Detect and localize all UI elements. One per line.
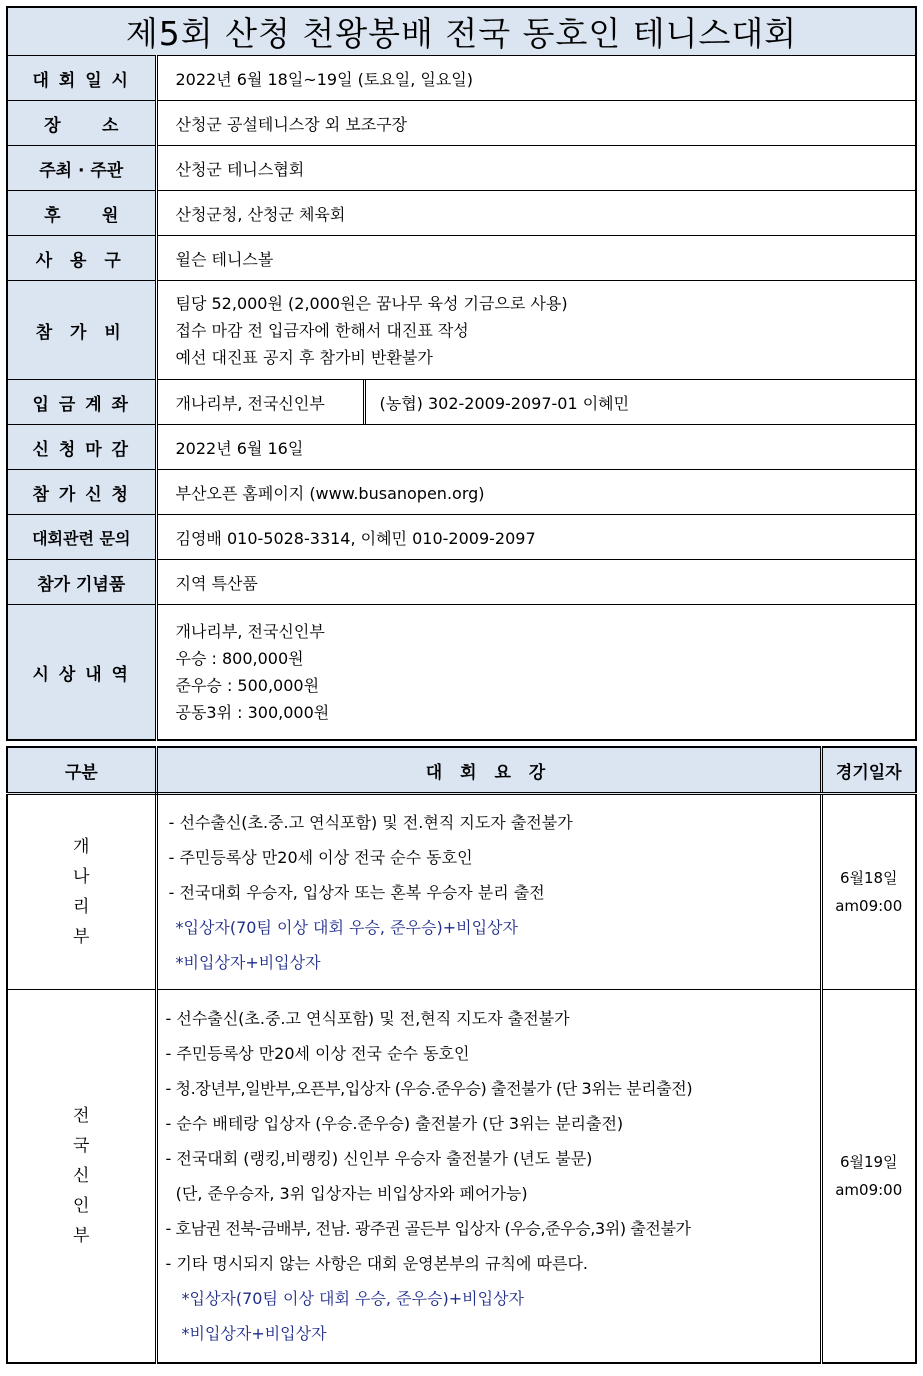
souvenir-value: 지역 특산품: [156, 560, 916, 605]
inquiry-label: 대회관련 문의: [7, 515, 156, 560]
info-row-host: [7, 146, 916, 191]
info-row-date: [7, 56, 916, 101]
schedule-gaenari: [821, 794, 916, 990]
outline-row-rookie: [7, 990, 916, 1364]
date-label: 대 회 일 시: [7, 56, 156, 101]
prize-line: 우승 : 800,000원: [175, 649, 304, 668]
host-label: 주최 · 주관: [7, 146, 156, 191]
rule-note: *입상자(70팀 이상 대회 우승, 준우승)+비입상자: [175, 917, 518, 937]
schedule-time: am09:00: [835, 1181, 903, 1199]
rule-item: - 선수출신(초.중.고 연식포함) 및 전,현직 지도자 출전불가: [165, 1009, 570, 1028]
date-value: 2022년 6월 18일~19일 (토요일, 일요일): [156, 56, 916, 101]
rules-rookie: [156, 990, 821, 1364]
tournament-info-table: [6, 6, 917, 741]
rule-item: - 기타 명시되지 않는 사항은 대회 운영본부의 규칙에 따른다.: [165, 1254, 588, 1273]
info-row-deadline: [7, 425, 916, 470]
prize-line: 개나리부, 전국신인부: [175, 622, 325, 641]
schedule-rookie: [821, 990, 916, 1364]
deadline-value: 2022년 6월 16일: [156, 425, 916, 470]
inquiry-value: 김영배 010-5028-3314, 이혜민 010-2009-2097: [156, 515, 916, 560]
info-row-inquiry: [7, 515, 916, 560]
category-gaenari: 개 나 리 부: [7, 794, 156, 990]
venue-value: 산청군 공설테니스장 외 보조구장: [156, 101, 916, 146]
fee-line: 예선 대진표 공지 후 참가비 반환불가: [175, 347, 433, 367]
apply-label: 참 가 신 청: [7, 470, 156, 515]
souvenir-label: 참가 기념품: [7, 560, 156, 605]
outline-header-row: [7, 747, 916, 794]
venue-label: 장 소: [7, 101, 156, 146]
rule-item: - 순수 배테랑 입상자 (우승.준우승) 출전불가 (단 3위는 분리출전): [165, 1114, 624, 1133]
rule-note: *비입상자+비입상자: [181, 1324, 327, 1343]
rules-header: 대 회 요 강: [156, 747, 821, 794]
rule-item: (단, 준우승자, 3위 입상자는 비입상자와 페어가능): [165, 1184, 528, 1203]
info-row-apply: [7, 470, 916, 515]
info-row-sponsor: [7, 191, 916, 236]
schedule-header: 경기일자: [821, 747, 916, 794]
host-value: 산청군 테니스협회: [156, 146, 916, 191]
account-label: 입 금 계 좌: [7, 380, 156, 425]
ball-value: 윌슨 테니스볼: [156, 236, 916, 281]
ball-label: 사 용 구: [7, 236, 156, 281]
deadline-label: 신 청 마 감: [7, 425, 156, 470]
rule-item: - 호남권 전북-금배부, 전남. 광주권 골든부 입상자 (우승,준우승,3위) 출전불가: [165, 1219, 691, 1238]
sponsor-label: 후 원: [7, 191, 156, 236]
info-row-souvenir: [7, 560, 916, 605]
rule-note: *입상자(70팀 이상 대회 우승, 준우승)+비입상자: [181, 1289, 524, 1308]
account-bank: (농협) 302-2009-2097-01 이혜민: [379, 393, 630, 413]
schedule-date: 6월19일: [839, 1153, 898, 1171]
rule-item: - 선수출신(초.중.고 연식포함) 및 전.현직 지도자 출전불가: [163, 812, 573, 832]
account-divisions: 개나리부, 전국신인부: [158, 380, 366, 424]
schedule-time: am09:00: [835, 897, 903, 915]
rule-note: *비입상자+비입상자: [175, 952, 321, 972]
fee-line: 팀당 52,000원 (2,000원은 꿈나무 육성 기금으로 사용): [175, 293, 568, 313]
rule-item: - 전국대회 (랭킹,비랭킹) 신인부 우승자 출전불가 (년도 불문): [165, 1149, 593, 1168]
category-header: 구분: [7, 747, 156, 794]
apply-value: 부산오픈 홈페이지 (www.busanopen.org): [156, 470, 916, 515]
info-row-fee: [7, 281, 916, 380]
rule-item: - 청.장년부,일반부,오픈부,입상자 (우승.준우승) 출전불가 (단 3위는 분리출전): [165, 1079, 693, 1098]
prize-line: 준우승 : 500,000원: [175, 676, 320, 695]
info-row-account: [7, 380, 916, 425]
sponsor-value: 산청군청, 산청군 체육회: [156, 191, 916, 236]
info-row-ball: [7, 236, 916, 281]
rule-item: - 전국대회 우승자, 입상자 또는 혼복 우승자 분리 출전: [163, 882, 545, 902]
prize-label: 시 상 내 역: [7, 605, 156, 741]
info-row-prize: [7, 605, 916, 741]
page-title: 제5회 산청 천왕봉배 전국 동호인 테니스대회: [7, 7, 916, 56]
fee-value: [156, 281, 916, 380]
schedule-date: 6월18일: [839, 869, 898, 887]
tournament-outline-table: [6, 746, 917, 1364]
rules-gaenari: [156, 794, 821, 990]
fee-line: 접수 마감 전 입금자에 한해서 대진표 작성: [175, 320, 469, 340]
rule-item: - 주민등록상 만20세 이상 전국 순수 동호인: [165, 1044, 470, 1063]
outline-row-gaenari: [7, 794, 916, 990]
prize-value: [156, 605, 916, 741]
fee-label: 참 가 비: [7, 281, 156, 380]
prize-line: 공동3위 : 300,000원: [175, 703, 330, 722]
info-row-venue: [7, 101, 916, 146]
rule-item: - 주민등록상 만20세 이상 전국 순수 동호인: [163, 847, 473, 867]
category-rookie: 전 국 신 인 부: [7, 990, 156, 1364]
